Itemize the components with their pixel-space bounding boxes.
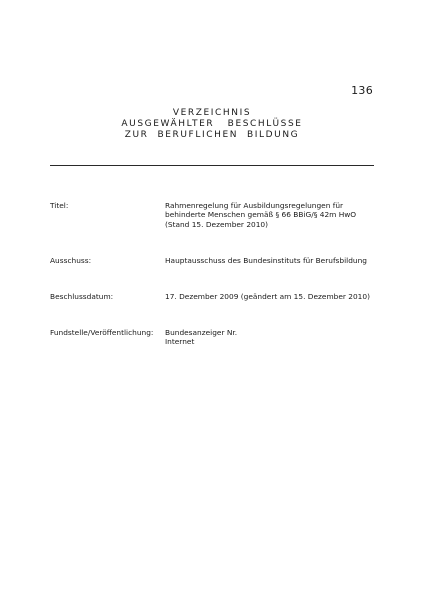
heading-line-2: AUSGEWÄHLTER BESCHLÜSSE <box>121 119 303 129</box>
entry-label-ausschuss: Ausschuss: <box>50 256 92 265</box>
entry-value-line: Bundesanzeiger Nr. <box>165 328 238 337</box>
entry-value-line: Rahmenregelung für Ausbildungsregelungen für <box>165 201 344 210</box>
entry-value-line: Hauptausschuss des Bundesinstituts für Berufsbildung <box>165 256 367 265</box>
entry-value-fundstelle <box>165 328 379 347</box>
entry-value-line: 17. Dezember 2009 (geändert am 15. Dezember 2010) <box>165 292 370 301</box>
entry-value-line: Internet <box>165 337 195 347</box>
entry-value-beschlussdatum <box>165 292 379 301</box>
heading-line-3: ZUR BERUFLICHEN BILDUNG <box>124 130 300 140</box>
entry-value-titel <box>165 201 379 229</box>
entry-label-titel: Titel: <box>50 201 69 210</box>
horizontal-rule <box>50 165 374 166</box>
entry-label-fundstelle: Fundstelle/Veröffentlichung: <box>50 328 154 337</box>
entry-value-line: behinderte Menschen gemäß § 66 BBiG/§ 42m HwO <box>165 210 357 220</box>
page-number: 136 <box>351 84 373 97</box>
document-heading <box>98 108 326 141</box>
entry-value-ausschuss <box>165 256 379 265</box>
entry-value-line: (Stand 15. Dezember 2010) <box>165 219 269 229</box>
heading-line-1: VERZEICHNIS <box>172 108 252 118</box>
entry-label-beschlussdatum: Beschlussdatum: <box>50 292 114 301</box>
